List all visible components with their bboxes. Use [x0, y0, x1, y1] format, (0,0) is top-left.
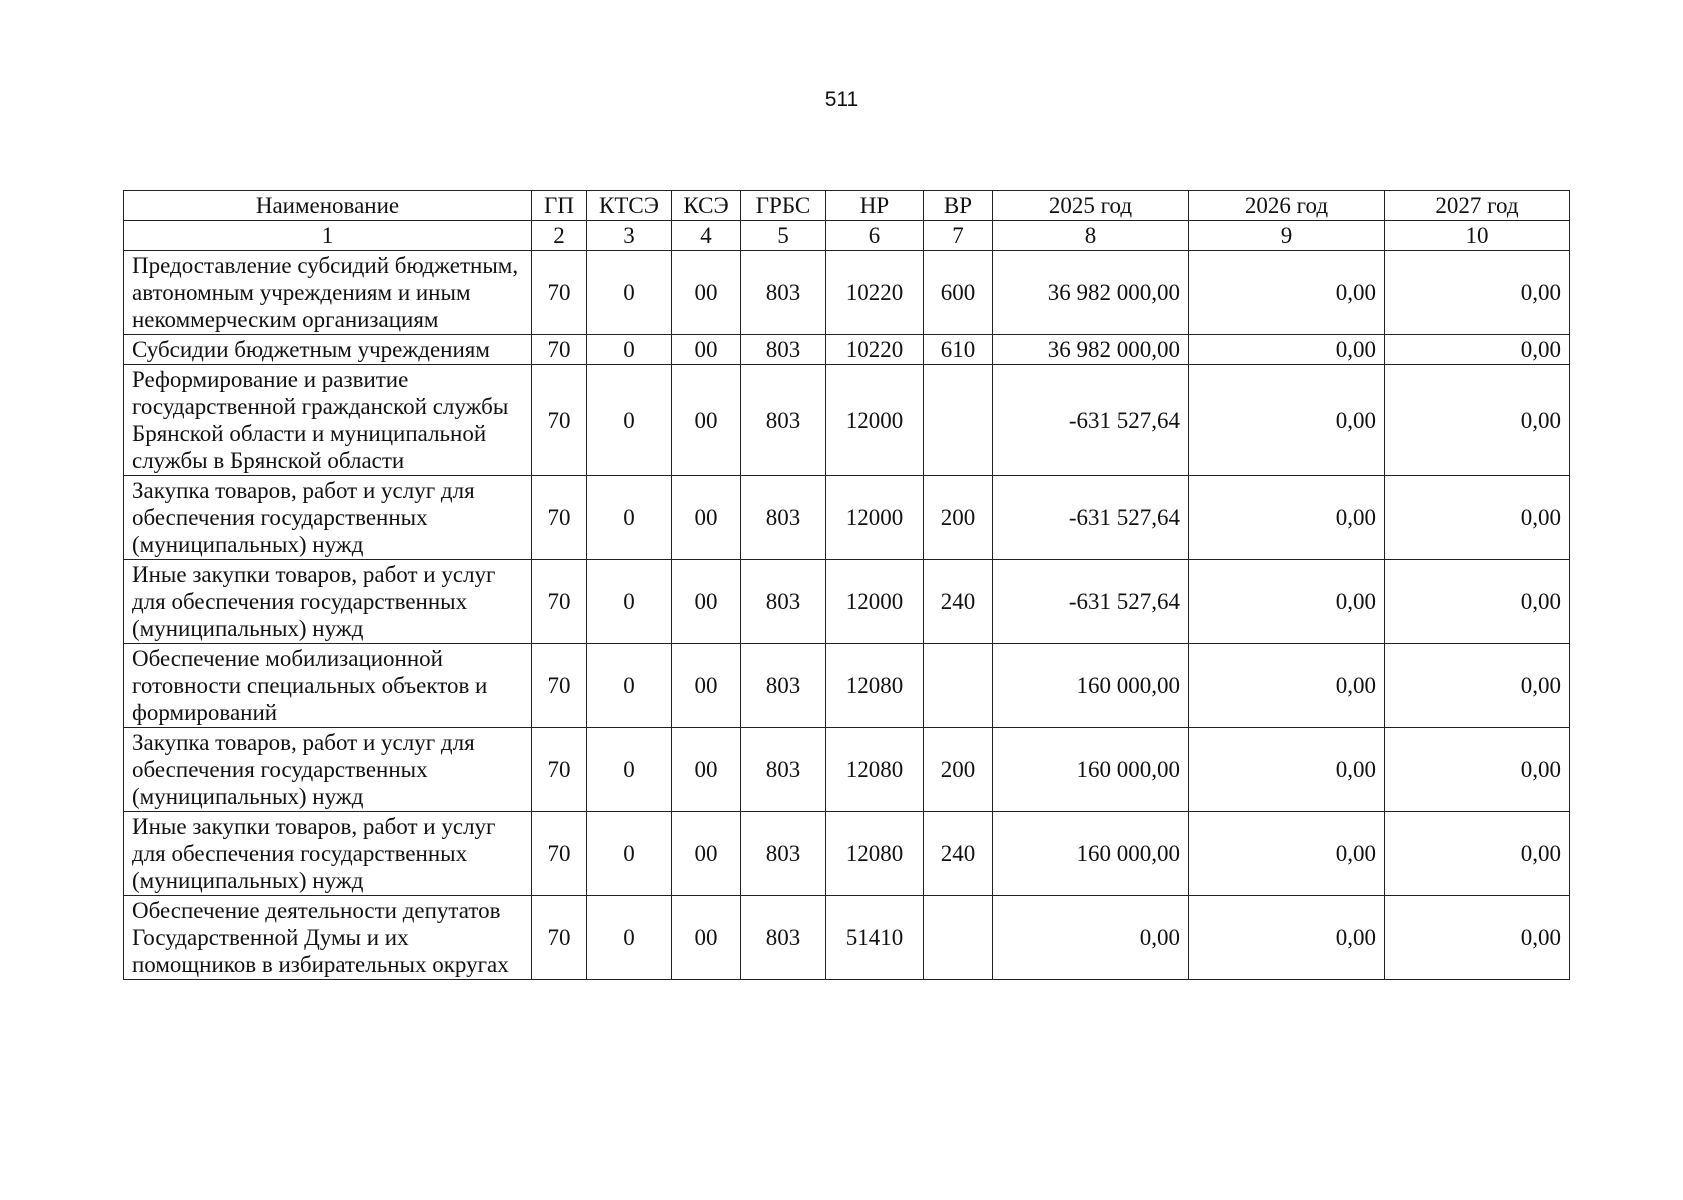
column-number: 8	[993, 221, 1189, 251]
cell-nr: 12080	[826, 812, 924, 896]
cell-gp: 70	[532, 251, 587, 335]
cell-nr: 10220	[826, 251, 924, 335]
cell-grbs: 803	[741, 335, 826, 365]
header-gp: ГП	[532, 191, 587, 221]
cell-2025: -631 527,64	[993, 365, 1189, 476]
cell-grbs: 803	[741, 896, 826, 980]
cell-ktse: 0	[587, 335, 672, 365]
header-kse: КСЭ	[672, 191, 741, 221]
cell-2027: 0,00	[1385, 476, 1570, 560]
cell-2025: 160 000,00	[993, 728, 1189, 812]
header-2027: 2027 год	[1385, 191, 1570, 221]
cell-kse: 00	[672, 644, 741, 728]
cell-name: Иные закупки товаров, работ и услуг для обеспечения государственных (муниципальных) нужд	[124, 560, 532, 644]
header-2025: 2025 год	[993, 191, 1189, 221]
table-row	[124, 476, 1570, 560]
cell-vr: 200	[924, 476, 993, 560]
column-number: 2	[532, 221, 587, 251]
budget-table	[123, 190, 1570, 980]
cell-vr: 610	[924, 335, 993, 365]
column-number-row	[124, 221, 1570, 251]
cell-2026: 0,00	[1189, 251, 1385, 335]
cell-ktse: 0	[587, 644, 672, 728]
cell-nr: 12080	[826, 728, 924, 812]
cell-grbs: 803	[741, 644, 826, 728]
column-number: 10	[1385, 221, 1570, 251]
table-row	[124, 644, 1570, 728]
cell-name: Закупка товаров, работ и услуг для обеспечения государственных (муниципальных) нужд	[124, 476, 532, 560]
cell-2026: 0,00	[1189, 335, 1385, 365]
cell-2026: 0,00	[1189, 896, 1385, 980]
cell-kse: 00	[672, 812, 741, 896]
cell-2026: 0,00	[1189, 365, 1385, 476]
cell-2026: 0,00	[1189, 728, 1385, 812]
table-row	[124, 728, 1570, 812]
cell-2026: 0,00	[1189, 476, 1385, 560]
cell-kse: 00	[672, 251, 741, 335]
cell-2026: 0,00	[1189, 560, 1385, 644]
cell-gp: 70	[532, 896, 587, 980]
header-ktse: КТСЭ	[587, 191, 672, 221]
cell-vr: 200	[924, 728, 993, 812]
cell-gp: 70	[532, 728, 587, 812]
cell-name: Субсидии бюджетным учреждениям	[124, 335, 532, 365]
table-row	[124, 560, 1570, 644]
cell-name: Обеспечение мобилизационной готовности специальных объектов и формирований	[124, 644, 532, 728]
cell-vr	[924, 365, 993, 476]
cell-2025: 0,00	[993, 896, 1189, 980]
cell-2025: 36 982 000,00	[993, 335, 1189, 365]
cell-2027: 0,00	[1385, 365, 1570, 476]
cell-grbs: 803	[741, 728, 826, 812]
cell-2027: 0,00	[1385, 560, 1570, 644]
column-number: 6	[826, 221, 924, 251]
cell-kse: 00	[672, 728, 741, 812]
cell-ktse: 0	[587, 896, 672, 980]
cell-ktse: 0	[587, 365, 672, 476]
table-row	[124, 335, 1570, 365]
page-number: 511	[824, 88, 859, 111]
cell-gp: 70	[532, 335, 587, 365]
cell-vr: 600	[924, 251, 993, 335]
cell-name: Предоставление субсидий бюджетным, автономным учреждениям и иным некоммерческим организациям	[124, 251, 532, 335]
cell-nr: 12000	[826, 476, 924, 560]
column-number: 4	[672, 221, 741, 251]
header-row	[124, 191, 1570, 221]
cell-name: Обеспечение деятельности депутатов Государственной Думы и их помощников в избирательных округах	[124, 896, 532, 980]
cell-2025: 160 000,00	[993, 812, 1189, 896]
cell-ktse: 0	[587, 251, 672, 335]
header-2026: 2026 год	[1189, 191, 1385, 221]
cell-grbs: 803	[741, 560, 826, 644]
cell-2025: -631 527,64	[993, 560, 1189, 644]
column-number: 9	[1189, 221, 1385, 251]
cell-gp: 70	[532, 644, 587, 728]
header-name: Наименование	[124, 191, 532, 221]
cell-gp: 70	[532, 812, 587, 896]
cell-2027: 0,00	[1385, 728, 1570, 812]
cell-2025: 160 000,00	[993, 644, 1189, 728]
cell-name: Иные закупки товаров, работ и услуг для обеспечения государственных (муниципальных) нужд	[124, 812, 532, 896]
cell-grbs: 803	[741, 365, 826, 476]
cell-2027: 0,00	[1385, 335, 1570, 365]
cell-nr: 12000	[826, 560, 924, 644]
cell-kse: 00	[672, 560, 741, 644]
cell-2027: 0,00	[1385, 251, 1570, 335]
cell-ktse: 0	[587, 728, 672, 812]
cell-2025: 36 982 000,00	[993, 251, 1189, 335]
header-nr: НР	[826, 191, 924, 221]
cell-2026: 0,00	[1189, 812, 1385, 896]
cell-2027: 0,00	[1385, 812, 1570, 896]
cell-nr: 12000	[826, 365, 924, 476]
cell-gp: 70	[532, 476, 587, 560]
cell-ktse: 0	[587, 476, 672, 560]
cell-gp: 70	[532, 365, 587, 476]
cell-2026: 0,00	[1189, 644, 1385, 728]
cell-name: Реформирование и развитие государственной гражданской службы Брянской области и муниципальной службы в Брянской области	[124, 365, 532, 476]
header-vr: ВР	[924, 191, 993, 221]
cell-vr	[924, 644, 993, 728]
cell-2027: 0,00	[1385, 644, 1570, 728]
column-number: 7	[924, 221, 993, 251]
table-row	[124, 896, 1570, 980]
cell-vr	[924, 896, 993, 980]
cell-ktse: 0	[587, 812, 672, 896]
cell-nr: 12080	[826, 644, 924, 728]
cell-grbs: 803	[741, 251, 826, 335]
column-number: 1	[124, 221, 532, 251]
cell-name: Закупка товаров, работ и услуг для обеспечения государственных (муниципальных) нужд	[124, 728, 532, 812]
cell-kse: 00	[672, 896, 741, 980]
cell-grbs: 803	[741, 476, 826, 560]
cell-2027: 0,00	[1385, 896, 1570, 980]
table-row	[124, 812, 1570, 896]
cell-nr: 10220	[826, 335, 924, 365]
cell-kse: 00	[672, 476, 741, 560]
cell-kse: 00	[672, 365, 741, 476]
table-row	[124, 365, 1570, 476]
cell-2025: -631 527,64	[993, 476, 1189, 560]
cell-gp: 70	[532, 560, 587, 644]
header-grbs: ГРБС	[741, 191, 826, 221]
cell-vr: 240	[924, 812, 993, 896]
table-row	[124, 251, 1570, 335]
column-number: 3	[587, 221, 672, 251]
cell-grbs: 803	[741, 812, 826, 896]
cell-vr: 240	[924, 560, 993, 644]
column-number: 5	[741, 221, 826, 251]
cell-nr: 51410	[826, 896, 924, 980]
cell-kse: 00	[672, 335, 741, 365]
cell-ktse: 0	[587, 560, 672, 644]
